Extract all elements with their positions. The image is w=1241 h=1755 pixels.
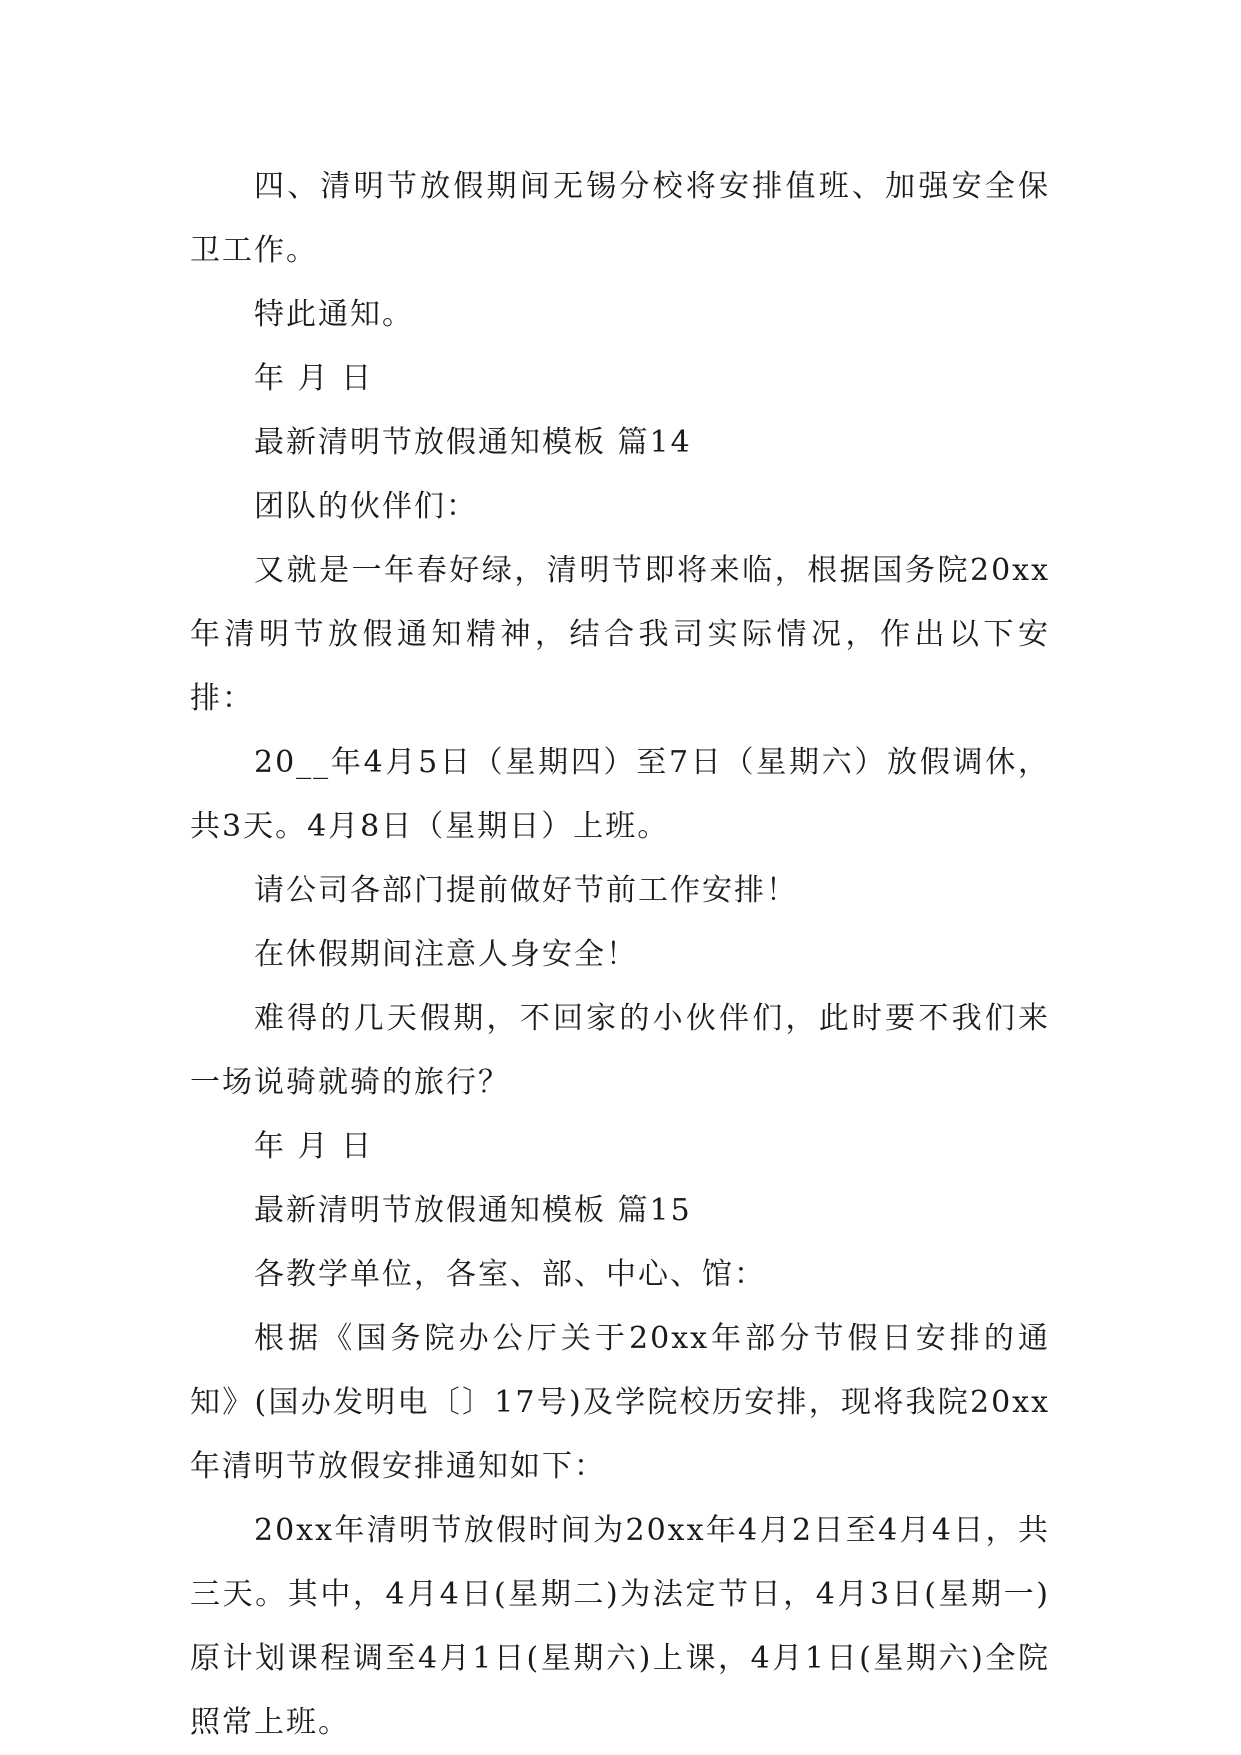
paragraph-date-line: 年 月 日 (254, 361, 374, 396)
paragraph-holiday-dates-15: 20xx年清明节放假时间为20xx年4月2日至4月4日，共三天。其中，4月4日(星期二)为法定节日，4月3日(星期一)原计划课程调至4月1日(星期六)上课，4月1日(星期六)全院照常上班。 (190, 1513, 1050, 1740)
section-title-15: 最新清明节放假通知模板 篇15 (254, 1193, 692, 1228)
paragraph-intro-14: 又就是一年春好绿，清明节即将来临，根据国务院20xx年清明节放假通知精神，结合我司实际情况，作出以下安排： (190, 553, 1050, 716)
section-title-14: 最新清明节放假通知模板 篇14 (254, 425, 692, 460)
paragraph-trip-suggestion: 难得的几天假期，不回家的小伙伴们，此时要不我们来一场说骑就骑的旅行？ (190, 1001, 1050, 1100)
paragraph-safety: 在休假期间注意人身安全！ (254, 937, 638, 972)
paragraph-greeting-team: 团队的伙伴们： (254, 489, 478, 524)
document-body (190, 155, 1050, 1755)
paragraph-security-duty: 四、清明节放假期间无锡分校将安排值班、加强安全保卫工作。 (190, 169, 1050, 268)
paragraph-greeting-units: 各教学单位，各室、部、中心、馆： (254, 1257, 766, 1292)
paragraph-notice-closing: 特此通知。 (254, 297, 414, 332)
paragraph-intro-15: 根据《国务院办公厅关于20xx年部分节假日安排的通知》(国办发明电〔〕17号)及学院校历安排，现将我院20xx年清明节放假安排通知如下： (190, 1321, 1050, 1484)
paragraph-holiday-dates-14: 20__年4月5日（星期四）至7日（星期六）放假调休，共3天。4月8日（星期日）上班。 (190, 745, 1050, 844)
paragraph-date-line-2: 年 月 日 (254, 1129, 374, 1164)
paragraph-work-arrangement: 请公司各部门提前做好节前工作安排！ (254, 873, 798, 908)
